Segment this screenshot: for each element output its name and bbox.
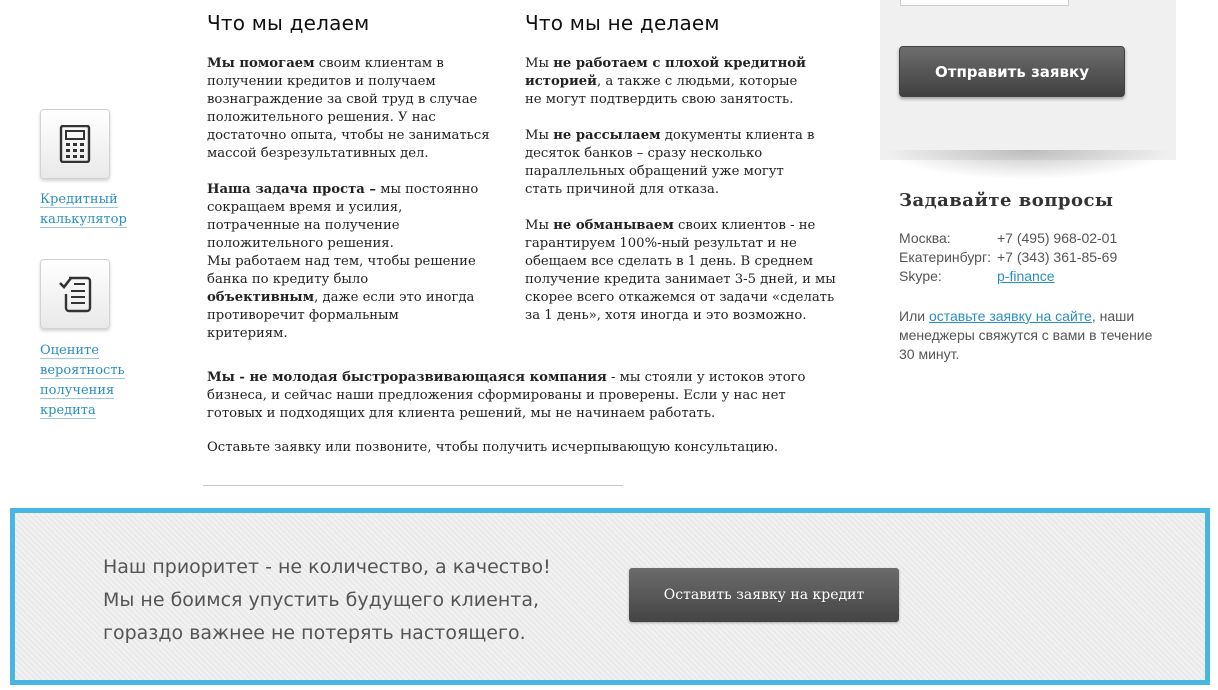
credit-chance-link-line1: Оцените	[40, 343, 99, 358]
form-input-field[interactable]	[900, 0, 1069, 6]
bold-text: Мы - не молодая быстроразвивающаяся компания	[207, 370, 607, 385]
banner-line-2: Мы не боимся упустить будущего клиента,	[103, 589, 540, 611]
calculator-icon-button[interactable]	[40, 109, 110, 179]
text: , а также с людьми, которые не могут подтвердить свою занятость.	[525, 74, 798, 107]
contact-label: Москва:	[899, 230, 951, 246]
what-we-dont-do-paragraph-3	[525, 217, 840, 325]
bold-text: Наша задача проста –	[207, 182, 376, 197]
contact-phone: +7 (343) 361-85-69	[997, 249, 1118, 265]
text: Мы работаем над тем, чтобы решение банка по кредиту было	[207, 254, 476, 287]
bold-text: не обманываем	[553, 218, 674, 233]
text: - мы стояли у истоков этого бизнеса, и сейчас наши предложения сформированы и проверены. Если у нас нет готовых и подходящих для клиента решений, мы не начинаем работать.	[207, 370, 806, 421]
credit-chance-link[interactable]	[40, 341, 125, 421]
text: Мы	[525, 218, 554, 233]
text: , даже если это иногда противоречит формальным критериям.	[207, 290, 475, 341]
bold-text: объективным	[207, 290, 315, 305]
what-we-do-paragraph-2	[207, 181, 492, 253]
contact-row-moscow	[899, 229, 1117, 248]
panel-shadow	[884, 150, 1172, 180]
what-we-dont-do-paragraph-2	[525, 127, 815, 199]
credit-calculator-link[interactable]	[40, 190, 127, 230]
skype-link[interactable]: p-finance	[997, 268, 1055, 284]
text: Мы	[525, 56, 554, 71]
submit-request-button[interactable]: Отправить заявку	[899, 46, 1125, 97]
contact-phone: +7 (495) 968-02-01	[997, 230, 1118, 246]
text: своих клиентов - не гарантируем 100%-ный результат и не обещаем все сделать в 1 день. В среднем получение кредита занимает 3-5 дней, и мы скорее всего откажемся от задачи «сделать за 1 день», хотя иногда и это возможно.	[525, 218, 836, 323]
text: Или	[899, 308, 929, 324]
checklist-icon-button[interactable]	[40, 259, 110, 329]
what-we-do-title: Что мы делаем	[207, 11, 370, 35]
calculator-icon	[59, 125, 91, 163]
priority-banner	[10, 508, 1210, 685]
credit-calculator-link-line1: Кредитный	[40, 192, 118, 207]
banner-slogan	[103, 551, 551, 650]
contact-row-ekaterinburg	[899, 248, 1117, 267]
what-we-dont-do-title: Что мы не делаем	[525, 11, 720, 35]
credit-calculator-link-line2: калькулятор	[40, 212, 127, 227]
text: документы клиента в десяток банков – сразу несколько параллельных обращений уже могут стать причиной для отказа.	[525, 128, 815, 197]
credit-chance-link-line4: кредита	[40, 403, 96, 418]
callback-note	[899, 307, 1169, 364]
apply-for-credit-button[interactable]: Оставить заявку на кредит	[629, 568, 899, 622]
contact-label: Skype:	[899, 268, 942, 284]
bold-text: не работаем с плохой кредитной историей	[525, 56, 806, 89]
credit-chance-link-line3: получения	[40, 383, 115, 398]
contact-row-skype	[899, 267, 1055, 286]
leave-request-link[interactable]: оставьте заявку на сайте	[928, 308, 1092, 324]
company-experience-paragraph	[207, 369, 837, 423]
text: мы постоянно сокращаем время и усилия, потраченные на получение положительного решения.	[207, 182, 479, 251]
banner-line-1: Наш приоритет - не количество, а качество!	[103, 556, 551, 578]
bold-text: не рассылаем	[553, 128, 661, 143]
banner-line-3: гораздо важнее не потерять настоящего.	[103, 622, 526, 644]
contact-label: Екатеринбург:	[899, 249, 991, 265]
what-we-dont-do-paragraph-1	[525, 55, 810, 109]
bold-text: Мы помогаем	[207, 56, 315, 71]
text: , наши менеджеры свяжутся с вами в течение 30 минут.	[899, 308, 1153, 362]
text: своим клиентам в получении кредитов и получаем вознаграждение за свой труд в случае положительного решения. У нас достаточно опыта, чтобы не заниматься массой безрезультативных дел.	[207, 56, 490, 161]
ask-questions-title: Задавайте вопросы	[899, 190, 1114, 211]
text: Мы	[525, 128, 554, 143]
consultation-paragraph: Оставьте заявку или позвоните, чтобы получить исчерпывающую консультацию.	[207, 440, 779, 455]
what-we-do-paragraph-3	[207, 253, 479, 343]
what-we-do-paragraph-1	[207, 55, 492, 163]
checklist-icon	[57, 274, 93, 314]
credit-chance-link-line2: вероятность	[40, 363, 125, 378]
content-divider	[203, 485, 623, 486]
